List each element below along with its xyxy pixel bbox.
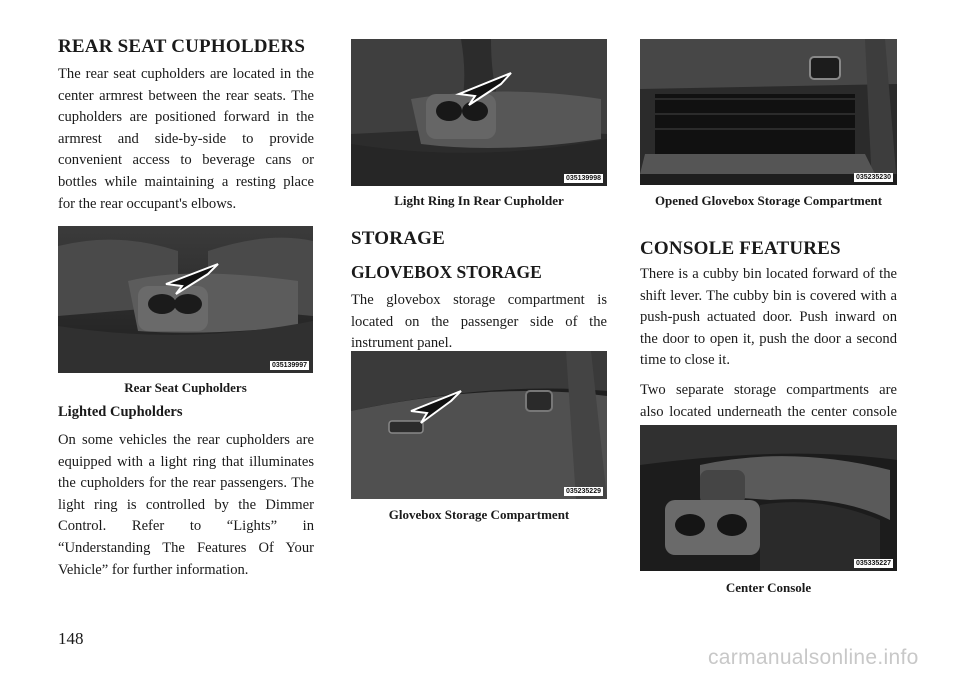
figure-caption: Rear Seat Cupholders (124, 380, 247, 395)
figure-caption: Center Console (725, 580, 812, 595)
lighted-cupholders-paragraph (58, 430, 314, 589)
rear-cupholders-paragraph (58, 64, 314, 223)
light-ring-cupholder-photo (351, 39, 607, 186)
figure-code: 035335227 (855, 560, 891, 567)
figure-code: 035139998 (565, 175, 601, 182)
center-console-photo (640, 425, 897, 571)
paragraph-text: Two separate storage compartments are also located underneath the center console (640, 381, 897, 420)
watermark: carmanualsonline.info (708, 646, 919, 669)
paragraph-text: The rear seat cupholders are located in the center armrest between the rear seats. The cupholders are positioned forward in the armrest and side-by-side to provide convenient access to beverage cans or bottles while maintaining a resting place for the rear occupant's elbows. (58, 66, 314, 212)
figure-caption: Light Ring In Rear Cupholder (394, 193, 564, 208)
page-number: 148 (58, 629, 84, 648)
rear-seat-cupholders-photo (58, 226, 313, 373)
figure-caption: Opened Glovebox Storage Compartment (654, 193, 883, 208)
figure-code: 035235230 (855, 174, 891, 181)
paragraph-text: There is a cubby bin located forward of the shift lever. The cubby bin is covered with a push-push actuated door. Push inward on the door to open it, push the door a second time to close it. (640, 266, 897, 369)
rear-seat-cupholders-heading: REAR SEAT CUPHOLDERS (58, 36, 306, 57)
figure-caption: Glovebox Storage Compartment (388, 507, 570, 522)
figure-code: 035235229 (565, 488, 601, 495)
glovebox-compartment-photo (351, 351, 607, 499)
figure-code: 035139997 (271, 362, 307, 369)
paragraph-text: The glovebox storage compartment is located on the passenger side of the instrument panel. (351, 292, 607, 352)
opened-glovebox-photo (640, 39, 897, 185)
console-features-heading: CONSOLE FEATURES (640, 238, 841, 259)
storage-heading: STORAGE (351, 228, 445, 249)
glovebox-storage-subheading: GLOVEBOX STORAGE (351, 262, 542, 282)
paragraph-text: On some vehicles the rear cupholders are equipped with a light ring that illuminates the cupholders for the rear passengers. The light ring is controlled by the Dimmer Control. Refer to “Lights” in “Understanding The Features Of Your Vehicle” for further information. (58, 432, 314, 578)
lighted-cupholders-subheading: Lighted Cupholders (58, 404, 183, 420)
